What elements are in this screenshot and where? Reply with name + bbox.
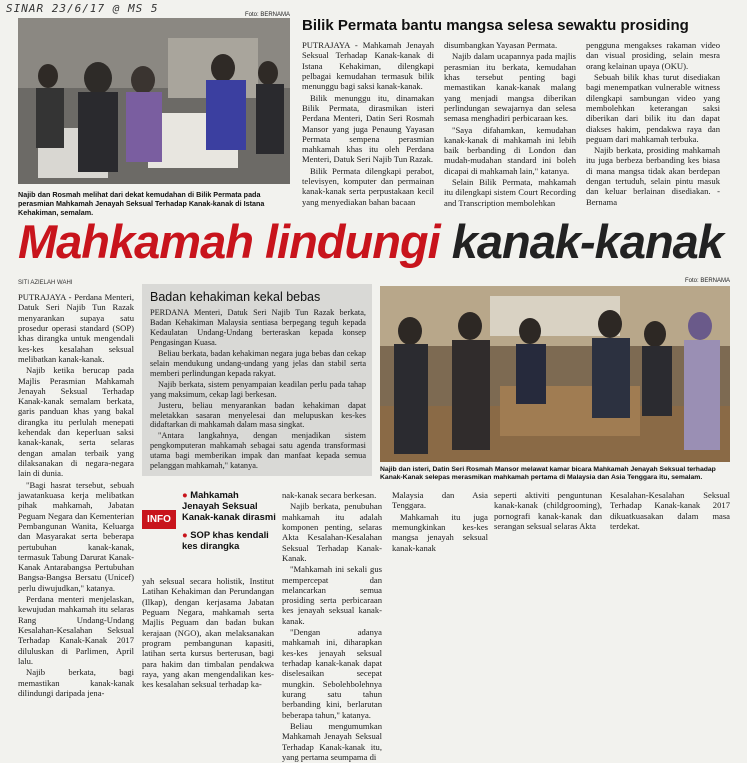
top-photo-image <box>18 18 290 184</box>
paragraph: "Saya difahamkan, kemudahan kanak-kanak di mahkamah ini lebih baik berbanding di London dan mudah-mudahan standard ini boleh dicapai di mahkamah lain," katanya. <box>444 124 576 176</box>
paragraph: Najib berkata, prosiding mahkamah itu juga berbeza berbanding kes biasa di mana mangsa tidak akan berdepan dengan tertuduh, selain pintu masuk dan keluar berlainan disediakan. - Bernama <box>586 145 720 207</box>
main-headline-dark: kanak-kanak <box>451 215 723 268</box>
main-col-1 <box>18 292 134 699</box>
paragraph: Kesalahan-Kesalahan Seksual Terhadap Kanak-kanak 2017 dikuatkuasakan dalam masa terdekat. <box>610 490 730 531</box>
byline: SITI AZIELAH WAHI <box>18 280 73 286</box>
top-story-col-3 <box>586 40 720 208</box>
paragraph: Bilik Permata dilengkapi perabot, televisyen, komputer dan permainan kanak-kanak serta perpustakaan kecil yang menyediakan bahan bacaan <box>302 165 434 207</box>
main-headline-red: Mahkamah lindungi <box>18 215 440 268</box>
info-badge: INFO <box>142 510 176 529</box>
sidebar-box-title: Badan kehakiman kekal bebas <box>150 290 321 304</box>
info-item <box>182 490 276 522</box>
main-col-5 <box>494 490 602 532</box>
paragraph: Perdana menteri menjelaskan, kewujudan mahkamah itu selaras Rang Undang-Undang Kesalahan-Kesalahan Seksual Terhadap Kanak-Kanak 2017 diluluskan di Parlimen, April lalu. <box>18 594 134 666</box>
main-col-2 <box>142 576 274 690</box>
paragraph: Najib berkata, bagi memastikan kanak-kanak dilindungi daripada jena- <box>18 667 134 698</box>
paragraph: "Dengan adanya mahkamah ini, diharapkan kes-kes jenayah seksual terhadap kanak-kanak dapat diselesaikan secepat mungkin. Sebolehbolehnya kurang satu tahun berbanding kini, berlarutan beberapa tahun," katanya. <box>282 627 382 720</box>
main-photo-caption: Najib dan isteri, Datin Seri Rosmah Mansor melawat kamar bicara Mahkamah Jenayah Seksual terhadap Kanak-Kanak selepas merasmikan mahkamah pertama di Malaysia dan Asia Tenggara itu, semalam. <box>380 466 716 482</box>
info-list <box>182 490 276 552</box>
paragraph: "Antara langkahnya, dengan menjadikan sistem pengkomputeran mahkamah sebagai satu agenda transformasi utama bagi memberikan impak dan manfaat kepada semua pelanggan mahkamah," katanya. <box>150 431 366 471</box>
paragraph: nak-kanak secara berkesan. <box>282 490 377 500</box>
paragraph: "Mahkamah ini sekali gus mempercepat dan melancarkan semua prosiding serta perbicaraan kes jenayah seksual kanak-kanak. <box>282 564 382 626</box>
main-col-3 <box>282 490 382 763</box>
paragraph: yah seksual secara holistik, Institut Latihan Kehakiman dan Perundangan (Ilkap), dengan kerjasama Jabatan Peguam Negara, mahkamah serta Majlis Peguam dan badan bukan kerajaan (NGO), akan melaksanakan program pembangunan kapasiti, latihan serta kursus berterusan, bagi para hakim dan timbalan pendakwa raya, yang akan mengendalikan kes-kes kesalahan seksual terhadap ka- <box>142 576 274 690</box>
main-headline <box>18 215 723 268</box>
paragraph: Sebuah bilik khas turut disediakan bagi menempatkan vulnerable witness dilengkapi sambungan video yang membolehkan keterangan saksi diberikan dari bilik itu dan dapat diakses hakim, pendakwa raya dan peguam dari mahkamah terbuka. <box>586 71 720 144</box>
paragraph: PUTRAJAYA - Mahkamah Jenayah Seksual Terhadap Kanak-kanak di Istana Kehakiman, dilengkapi pelbagai kemudahan termasuk bilik menunggu bagi saksi kanak-kanak. <box>302 40 434 92</box>
top-photo <box>18 18 290 184</box>
main-col-6 <box>610 490 730 532</box>
paragraph: Mahkamah itu juga memungkinkan kes-kes mangsa jenayah seksual kanak-kanak <box>392 511 488 553</box>
main-col-4 <box>392 490 488 554</box>
paragraph: disumbangkan Yayasan Permata. <box>444 40 558 50</box>
paragraph: Selain Bilik Permata, mahkamah itu dilengkapi sistem Court Recording and Transcription membolehkan <box>444 177 576 208</box>
paragraph: PERDANA Menteri, Datuk Seri Najib Tun Razak berkata, Badan Kehakiman Malaysia sentiasa berpegang teguh kepada Kedaulatan Undang-Undang berteraskan kepada konsep Pengasingan Kuasa. <box>150 308 366 347</box>
paragraph: Najib berkata, sistem penyampaian keadilan perlu pada tahap yang maksimum, cekap lagi berkesan. <box>150 379 366 399</box>
top-story-col-1 <box>302 40 434 208</box>
handwritten-note: SINAR 23/6/17 @ MS 5 <box>6 2 159 15</box>
paragraph: seperti aktiviti penguntunan kanak-kanak (childgrooming), pornografi kanak-kanak dan serangan seksual selaras Akta <box>494 490 602 531</box>
paragraph: Beliau berkata, badan kehakiman negara juga bebas dan cekap selain mendukung undang-undang yang jelas dan stabil serta memberi perlindungan kepada rakyat. <box>150 348 366 378</box>
paragraph: "Bagi hasrat tersebut, sebuah jawatankuasa kerja melibatkan pihak mahkamah, Jabatan Peguam Negara dan Kementerian Pembangunan Wanita, Keluarga dan Masyarakat serta beberapa pertubuhan kanak-kanak, termasuk Tabung Darurat Kanak-Kanak Antarabangsa Pertubuhan Bangsa-Bangsa Bersatu (Unicef) perlu diwujudkan," katanya. <box>18 479 134 593</box>
info-item-text: Mahkamah Jenayah Seksual Kanak-kanak dirasmi <box>182 489 276 522</box>
paragraph: Najib berkata, penubuhan mahkamah itu adalah komponen penting, selaras Akta Kesalahan-Kesalahan Seksual Terhadap Kanak-Kanak. <box>282 501 382 563</box>
top-photo-caption: Najib dan Rosmah melihat dari dekat kemudahan di Bilik Permata pada perasmian Mahkamah Jenayah Seksual Terhadap Kanak-kanak di Istana Kehakiman, semalam. <box>18 190 265 217</box>
paragraph: pengguna mengakses rakaman video dan visual prosiding, selain mesra orang kelainan upaya (OKU). <box>586 40 720 71</box>
main-photo-credit: Foto: BERNAMA <box>684 278 730 284</box>
info-item-text: SOP khas kendali kes dirangka <box>182 529 269 552</box>
main-photo <box>380 286 730 462</box>
sidebar-box-body <box>150 308 366 472</box>
paragraph: Bilik menunggu itu, dinamakan Bilik Permata, dirasmikan isteri Perdana Menteri, Datin Seri Rosmah Mansor yang juga Penaung Yayasan Permata sempena perasmian mahkamah khas itu oleh Perdana Menteri, Datuk Seri Najib Tun Razak. <box>302 92 434 165</box>
paragraph: Najib dalam ucapannya pada majlis perasmian itu berkata, kemudahan khas tersebut penting bagi memastikan kanak-kanak malang yang menjadi mangsa diberikan perlindungan sewajarnya dan selesa semasa menghadiri perbicaraan kes. <box>444 51 576 124</box>
bullet-icon: ● <box>182 529 188 541</box>
top-story-headline: Bilik Permata bantu mangsa selesa sewaktu prosiding <box>302 17 689 34</box>
top-photo-credit: Foto: BERNAMA <box>244 12 290 18</box>
paragraph: PUTRAJAYA - Perdana Menteri, Datuk Seri Najib Tun Razak menyarankan supaya satu prosedur operasi standard (SOP) khas dirangka untuk mengendali kes-kes kesalahan seksual melibatkan kanak-kanak. <box>18 292 134 364</box>
top-story-col-2 <box>444 40 576 209</box>
paragraph: Najib ketika berucap pada Majlis Perasmian Mahkamah Jenayah Seksual Terhadap Kanak-kanak semalam berkata, garis panduan khas yang bakal dirangka itu perlulah menepati kehendak dan keperluan saksi kanak-kanak, serta selaras dengan amalan terbaik yang dilaksanakan di negara-negara lain di dunia. <box>18 365 134 479</box>
paragraph: Malaysia dan Asia Tenggara. <box>392 490 488 511</box>
info-item <box>182 530 276 552</box>
paragraph: Justeru, beliau menyarankan badan kehakiman dapat meletakkan sasaran menyelesai dan melupuskan kes-kes didaftarkan di mahkamah dalam masa singkat. <box>150 400 366 430</box>
bullet-icon: ● <box>182 489 188 500</box>
main-photo-image <box>380 286 730 462</box>
paragraph: Beliau mengumumkan Mahkamah Jenayah Seksual Terhadap Kanak-kanak itu, yang pertama seumpama di <box>282 720 382 762</box>
